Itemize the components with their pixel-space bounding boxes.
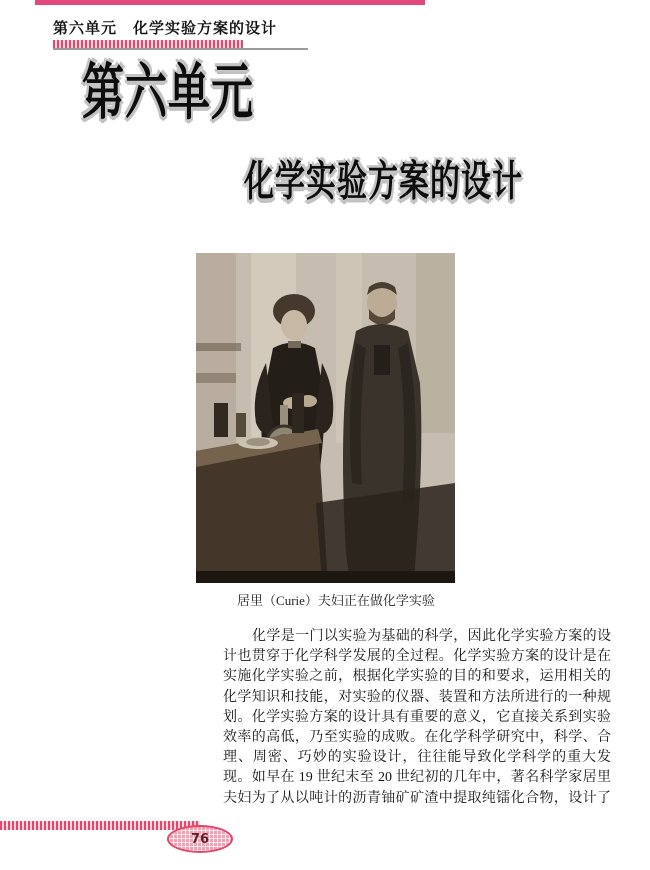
curie-photo xyxy=(196,253,455,583)
running-head: 第六单元 化学实验方案的设计 xyxy=(53,19,278,37)
top-accent-bar xyxy=(35,0,425,5)
paragraph-line: 化学知识和技能，对实验的仪器、装置和方法所进行的一种规 xyxy=(223,689,611,705)
header-stripe-band xyxy=(53,40,243,48)
paragraph-line: 效率的高低，乃至实验的成败。在化学科学研究中，科学、合 xyxy=(223,729,611,745)
paragraph-line: 现。如早在 19 世纪末至 20 世纪初的几年中，著名科学家居里 xyxy=(223,770,611,786)
body-paragraph xyxy=(223,627,611,809)
page-number: 76 xyxy=(190,831,210,847)
unit-title: 第六单元 xyxy=(82,56,255,128)
paragraph-line: 化学是一门以实验为基础的科学，因此化学实验方案的设 xyxy=(252,629,611,644)
footer-stripe-band xyxy=(0,821,200,830)
paragraph-line: 计也贯穿于化学科学发展的全过程。化学实验方案的设计是在 xyxy=(223,649,611,665)
unit-subtitle: 化学实验方案的设计 xyxy=(244,157,523,207)
header-underline xyxy=(53,48,308,50)
paragraph-line: 理、周密、巧妙的实验设计，往往能导致化学科学的重大发 xyxy=(223,750,611,766)
paragraph-line: 划。化学实验方案的设计具有重要的意义，它直接关系到实验 xyxy=(223,709,611,725)
paragraph-line: 夫妇为了从以吨计的沥青铀矿矿渣中提取纯镭化合物，设计了 xyxy=(223,790,611,806)
photo-caption: 居里（Curie）夫妇正在做化学实验 xyxy=(237,593,435,608)
curie-photo-image xyxy=(196,253,455,583)
paragraph-line: 实施化学实验之前，根据化学实验的目的和要求，运用相关的 xyxy=(223,669,611,685)
page-number-badge xyxy=(167,825,233,853)
